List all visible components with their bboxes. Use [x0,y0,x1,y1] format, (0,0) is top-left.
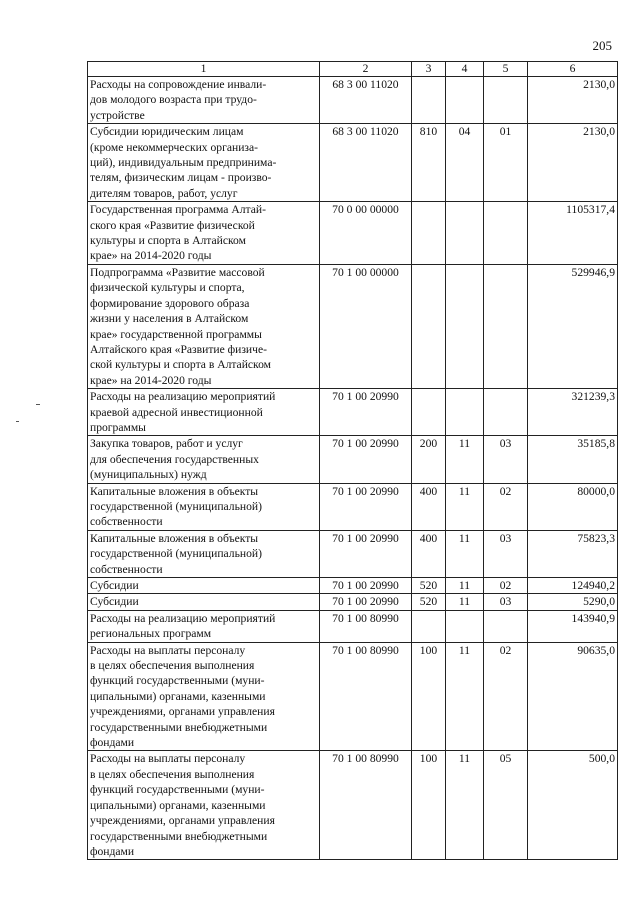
expense-type-code [412,264,446,388]
table-row [88,578,618,594]
target-article-code: 68 3 00 11020 [320,77,412,124]
table-row [88,642,618,751]
subsection-code: 01 [484,124,528,202]
column-header: 2 [320,62,412,77]
section-code: 11 [446,578,484,594]
target-article-code: 70 1 00 20990 [320,389,412,436]
target-article-code: 70 1 00 20990 [320,483,412,530]
section-code: 11 [446,483,484,530]
section-code: 11 [446,530,484,577]
subsection-code: 03 [484,436,528,483]
expense-type-code: 200 [412,436,446,483]
subsection-code: 03 [484,530,528,577]
amount-value: 2130,0 [528,77,618,124]
amount-value: 1105317,4 [528,202,618,265]
expense-type-code: 520 [412,594,446,610]
table-row [88,530,618,577]
expense-type-code: 100 [412,751,446,860]
expense-type-code: 400 [412,530,446,577]
row-description: Капитальные вложения в объекты государственной (муниципальной) собственности [88,483,320,530]
amount-value: 35185,8 [528,436,618,483]
table-row [88,77,618,124]
amount-value: 143940,9 [528,610,618,642]
amount-value: 75823,3 [528,530,618,577]
expense-type-code [412,610,446,642]
expense-type-code: 520 [412,578,446,594]
subsection-code [484,610,528,642]
row-description: Субсидии [88,594,320,610]
column-header: 4 [446,62,484,77]
row-description: Государственная программа Алтай- ского края «Развитие физической культуры и спорта в Алтайском крае» на 2014-2020 годы [88,202,320,265]
target-article-code: 70 1 00 20990 [320,436,412,483]
amount-value: 2130,0 [528,124,618,202]
expense-type-code [412,389,446,436]
amount-value: 124940,2 [528,578,618,594]
subsection-code: 05 [484,751,528,860]
expense-type-code: 810 [412,124,446,202]
table-row [88,436,618,483]
table-row [88,751,618,860]
section-code [446,77,484,124]
scan-speck [16,421,19,422]
amount-value: 5290,0 [528,594,618,610]
target-article-code: 70 0 00 00000 [320,202,412,265]
subsection-code: 02 [484,578,528,594]
subsection-code [484,264,528,388]
table-row [88,202,618,265]
target-article-code: 70 1 00 80990 [320,642,412,751]
section-code [446,610,484,642]
section-code [446,264,484,388]
budget-table [87,61,618,860]
column-header: 6 [528,62,618,77]
table-row [88,389,618,436]
row-description: Субсидии юридическим лицам (кроме некоммерческих организа- ций), индивидуальным предпринима- телям, физическим лицам - произво- дителям товаров, работ, услуг [88,124,320,202]
subsection-code [484,389,528,436]
section-code: 11 [446,642,484,751]
section-code [446,202,484,265]
row-description: Расходы на выплаты персоналу в целях обеспечения выполнения функций государственными (муни- ципальными) органами, казенными учреждениями, органами управления государственными внебюджетными фондами [88,642,320,751]
row-description: Капитальные вложения в объекты государственной (муниципальной) собственности [88,530,320,577]
subsection-code [484,202,528,265]
row-description: Расходы на реализацию мероприятий региональных программ [88,610,320,642]
page-number: 205 [592,38,612,53]
target-article-code: 70 1 00 80990 [320,751,412,860]
subsection-code: 02 [484,642,528,751]
table-row [88,124,618,202]
table-row [88,264,618,388]
column-header: 5 [484,62,528,77]
table-row [88,594,618,610]
scan-speck [36,404,40,405]
column-header: 1 [88,62,320,77]
expense-type-code: 100 [412,642,446,751]
target-article-code: 70 1 00 20990 [320,578,412,594]
section-code: 11 [446,751,484,860]
amount-value: 321239,3 [528,389,618,436]
subsection-code: 02 [484,483,528,530]
table-row [88,483,618,530]
row-description: Субсидии [88,578,320,594]
row-description: Расходы на реализацию мероприятий краевой адресной инвестиционной программы [88,389,320,436]
column-header: 3 [412,62,446,77]
section-code [446,389,484,436]
section-code: 04 [446,124,484,202]
amount-value: 529946,9 [528,264,618,388]
target-article-code: 70 1 00 80990 [320,610,412,642]
row-description: Закупка товаров, работ и услуг для обеспечения государственных (муниципальных) нужд [88,436,320,483]
row-description: Подпрограмма «Развитие массовой физической культуры и спорта, формирование здорового образа жизни у населения в Алтайском крае» государственной программы Алтайского края «Развитие физиче- ской культуры и спорта в Алтайском крае» на 2014-2020 годы [88,264,320,388]
amount-value: 80000,0 [528,483,618,530]
target-article-code: 68 3 00 11020 [320,124,412,202]
expense-type-code [412,77,446,124]
subsection-code [484,77,528,124]
table-row [88,610,618,642]
amount-value: 500,0 [528,751,618,860]
amount-value: 90635,0 [528,642,618,751]
expense-type-code: 400 [412,483,446,530]
table-header-row [88,62,618,77]
expense-type-code [412,202,446,265]
target-article-code: 70 1 00 20990 [320,530,412,577]
row-description: Расходы на выплаты персоналу в целях обеспечения выполнения функций государственными (муни- ципальными) органами, казенными учреждениями, органами управления государственными внебюджетными фондами [88,751,320,860]
section-code: 11 [446,594,484,610]
section-code: 11 [446,436,484,483]
subsection-code: 03 [484,594,528,610]
row-description: Расходы на сопровождение инвали- дов молодого возраста при трудо- устройстве [88,77,320,124]
target-article-code: 70 1 00 00000 [320,264,412,388]
target-article-code: 70 1 00 20990 [320,594,412,610]
